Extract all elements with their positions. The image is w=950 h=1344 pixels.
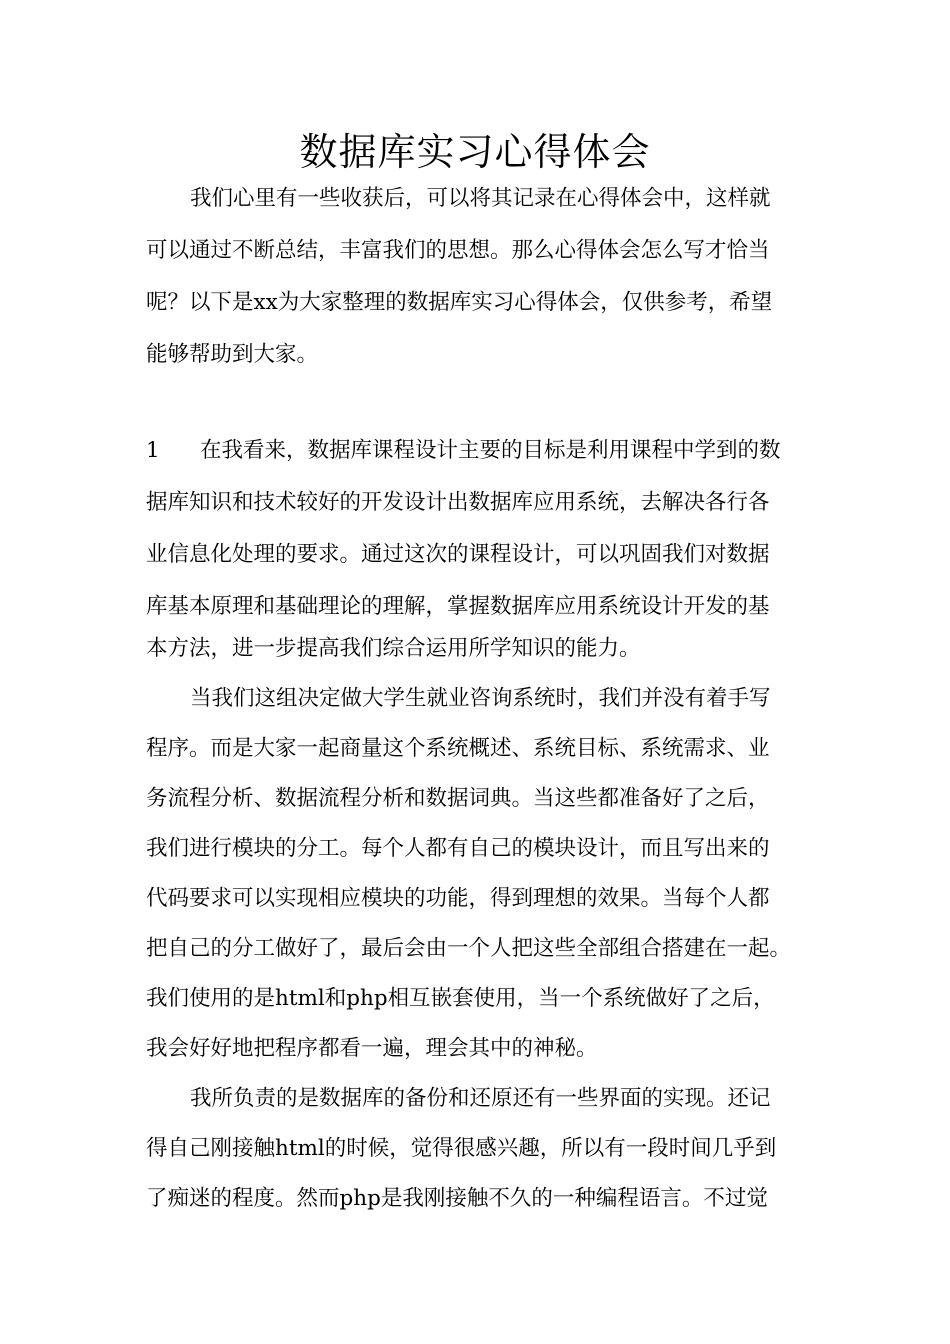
para-2-line-4: 我们进行模块的分工。每个人都有自己的模块设计，而且写出来的 xyxy=(146,836,770,861)
intro-line-2: 可以通过不断总结，丰富我们的思想。那么心得体会怎么写才恰当 xyxy=(146,238,770,263)
section-1-text-1: 在我看来，数据库课程设计主要的目标是利用课程中学到的数 xyxy=(200,438,781,463)
para-2-line-1: 当我们这组决定做大学生就业咨询系统时，我们并没有着手写 xyxy=(190,686,771,711)
section-1-line-4: 库基本原理和基础理论的理解，掌握数据库应用系统设计开发的基 xyxy=(146,594,770,619)
para-3-line-1: 我所负责的是数据库的备份和还原还有一些界面的实现。还记 xyxy=(190,1086,771,1111)
para-2-line-6: 把自己的分工做好了，最后会由一个人把这些全部组合搭建在一起。 xyxy=(146,936,792,961)
para-2-line-2: 程序。而是大家一起商量这个系统概述、系统目标、系统需求、业 xyxy=(146,736,770,761)
intro-line-4: 能够帮助到大家。 xyxy=(146,342,319,367)
intro-line-3: 呢？以下是xx为大家整理的数据库实习心得体会，仅供参考，希望 xyxy=(146,290,773,315)
section-1-line-1 xyxy=(146,436,826,466)
para-3-line-2: 得自己刚接触html的时候，觉得很感兴趣，所以有一段时间几乎到 xyxy=(146,1136,777,1161)
para-2-line-5: 代码要求可以实现相应模块的功能，得到理想的效果。当每个人都 xyxy=(146,886,770,911)
section-1-line-5: 本方法，进一步提高我们综合运用所学知识的能力。 xyxy=(146,636,641,661)
intro-line-1: 我们心里有一些收获后，可以将其记录在心得体会中，这样就 xyxy=(190,186,771,211)
para-2-line-3: 务流程分析、数据流程分析和数据词典。当这些都准备好了之后， xyxy=(146,786,770,811)
section-1-line-2: 据库知识和技术较好的开发设计出数据库应用系统，去解决各行各 xyxy=(146,490,770,515)
document-title: 数据库实习心得体会 xyxy=(299,130,651,174)
para-2-line-7: 我们使用的是html和php相互嵌套使用，当一个系统做好了之后， xyxy=(146,986,775,1011)
section-number: 1 xyxy=(146,438,160,463)
section-1-line-3: 业信息化处理的要求。通过这次的课程设计，可以巩固我们对数据 xyxy=(146,542,770,567)
para-2-line-8: 我会好好地把程序都看一遍，理会其中的神秘。 xyxy=(146,1036,598,1061)
para-3-line-3: 了痴迷的程度。然而php是我刚接触不久的一种编程语言。不过觉 xyxy=(146,1186,768,1211)
